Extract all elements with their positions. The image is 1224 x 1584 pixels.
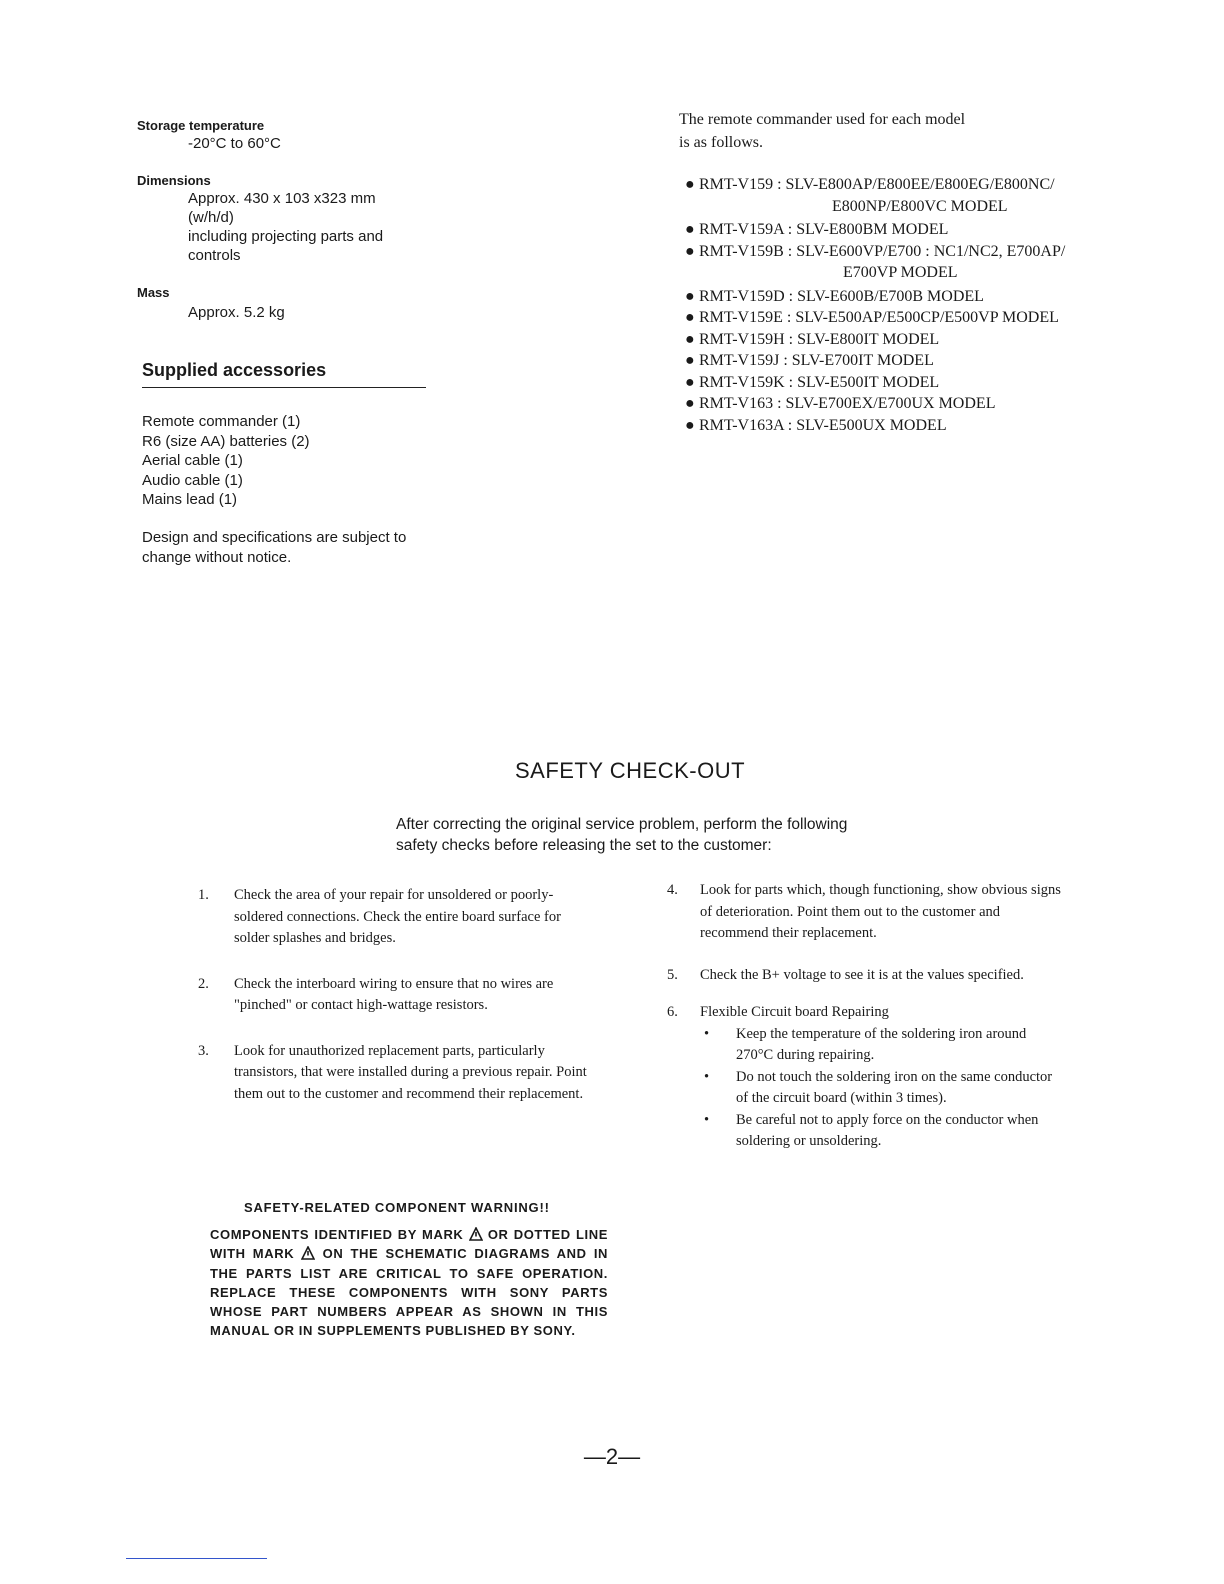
flex-subitem (700, 1024, 1067, 1067)
warning-triangle-icon (469, 1227, 483, 1241)
storage-temperature-value: -20°C to 60°C (188, 135, 281, 152)
check-item (667, 880, 1067, 945)
bullet-icon: ● (685, 309, 695, 326)
check-number: 1. (198, 887, 209, 903)
remote-models: SLV-E600VP/E700 : NC1/NC2, E700AP/ (796, 242, 1066, 260)
remote-models: SLV-E500AP/E500CP/E500VP MODEL (795, 309, 1059, 326)
remote-code: RMT-V159K : (699, 373, 794, 391)
remote-intro-line: is as follows. (679, 134, 763, 151)
accessory-item: Aerial cable (1) (142, 452, 243, 469)
warning-text: ON THE SCHEMATIC DIAGRAMS AND IN THE PARTS LIST ARE CRITICAL TO SAFE OPERATION. REPLACE THESE COMPONENTS WITH SONY PARTS WHOSE PART NUMBERS APPEAR AS SHOWN IN THIS MANUAL OR IN SUPPLEMENTS PUBLISHED BY SONY. (210, 1246, 609, 1339)
check-text: Look for unauthorized replacement parts, particularly transistors, that were installed during a previous repair. Point them out to the customer and recommend their replacement. (234, 1042, 587, 1102)
check-number: 5. (667, 966, 678, 983)
checks-left-column (198, 885, 598, 1105)
remote-code: RMT-V159B : (699, 242, 793, 260)
dimensions-line: (w/h/d) (188, 209, 234, 226)
warning-title: SAFETY-RELATED COMPONENT WARNING!! (244, 1200, 550, 1215)
safety-title: SAFETY CHECK-OUT (514, 758, 746, 783)
check-item (667, 965, 1067, 987)
bullet-icon: • (704, 1025, 710, 1042)
remote-models: SLV-E600B/E700B MODEL (797, 287, 984, 305)
remote-code: RMT-V159J : (699, 352, 788, 369)
notice-line: change without notice. (142, 548, 292, 566)
dimensions-line: Approx. 430 x 103 x323 mm (188, 190, 376, 207)
bullet-icon: ● (685, 395, 695, 412)
accessory-item: Remote commander (1) (142, 413, 301, 430)
flex-subitem-text: Keep the temperature of the soldering iron around 270°C during repairing. (736, 1025, 1027, 1063)
check-text: Check the B+ voltage to see it is at the values specified. (700, 966, 1024, 983)
flex-subitem-text: Be careful not to apply force on the conductor when soldering or unsoldering. (736, 1111, 1039, 1149)
check-text: Look for parts which, though functioning, show obvious signs of deterioration. Point them out to the customer and recommend their replacement. (700, 882, 1061, 941)
storage-temperature-label: Storage temperature (137, 118, 265, 133)
remote-item (685, 372, 1115, 394)
checks-right-column (667, 880, 1067, 1153)
specifications-notice (142, 528, 442, 567)
warning-text: COMPONENTS IDENTIFIED BY MARK (210, 1227, 464, 1242)
check-text: Flexible Circuit board Repairing (700, 1004, 889, 1020)
check-item (198, 885, 598, 950)
remote-item (685, 393, 1115, 415)
remote-item (685, 307, 1115, 329)
remote-item (685, 241, 1115, 284)
bullet-icon: • (704, 1111, 710, 1128)
check-item (667, 1002, 1067, 1024)
bullet-icon: ● (685, 287, 695, 305)
flex-repair-subitems (667, 1024, 1067, 1153)
dimensions-line: including projecting parts and (188, 228, 384, 245)
remote-models-cont: E800NP/E800VC MODEL (832, 197, 1008, 215)
check-number: 4. (667, 882, 678, 898)
remote-code: RMT-V159H : (699, 330, 794, 348)
remote-code: RMT-V159A : (699, 221, 793, 238)
remote-models: SLV-E700IT MODEL (791, 352, 934, 369)
warning-triangle-icon (301, 1246, 315, 1260)
flex-subitem-text: Do not touch the soldering iron on the same conductor of the circuit board (within 3 times). (736, 1068, 1053, 1106)
accessory-item: Audio cable (1) (142, 471, 243, 489)
dimensions-line: controls (188, 247, 241, 264)
accessory-item: R6 (size AA) batteries (2) (142, 432, 310, 450)
bullet-icon: ● (685, 416, 695, 434)
remote-code: RMT-V163A : (699, 416, 793, 434)
warning-text: OR DOTTED LINE WITH MARK (210, 1227, 608, 1262)
remote-models: SLV-E800BM MODEL (796, 221, 949, 238)
page-number: —2— (583, 1444, 641, 1469)
remote-code: RMT-V159E : (699, 309, 792, 326)
safety-intro (396, 814, 956, 856)
remote-models: SLV-E700EX/E700UX MODEL (785, 395, 996, 412)
remote-list (685, 174, 1115, 436)
accessories-heading: Supplied accessories (142, 360, 327, 380)
bullet-icon: ● (685, 352, 695, 369)
check-number: 2. (198, 975, 209, 992)
remote-code: RMT-V159D : (699, 287, 794, 305)
check-text: Check the area of your repair for unsoldered or poorly-soldered connections. Check the entire board surface for solder splashes and bridges. (234, 887, 561, 946)
flex-subitem (700, 1067, 1067, 1110)
safety-intro-line: safety checks before releasing the set to the customer: (396, 837, 772, 854)
remote-item (685, 174, 1115, 217)
remote-models: SLV-E500UX MODEL (796, 416, 947, 434)
remote-models-cont: E700VP MODEL (843, 264, 958, 281)
mass-value: Approx. 5.2 kg (188, 304, 285, 321)
warning-body (210, 1225, 608, 1341)
bullet-icon: • (704, 1068, 710, 1085)
bullet-icon: ● (685, 221, 695, 238)
safety-intro-line: After correcting the original service problem, perform the following (396, 816, 848, 833)
check-text: Check the interboard wiring to ensure that no wires are "pinched" or contact high-wattage resistors. (234, 975, 554, 1013)
remote-models: SLV-E800IT MODEL (797, 330, 940, 348)
notice-line: Design and specifications are subject to (142, 529, 407, 546)
check-item (198, 974, 598, 1017)
remote-intro-line: The remote commander used for each model (679, 111, 966, 128)
check-number: 6. (667, 1004, 678, 1020)
remote-intro (679, 108, 1099, 154)
bullet-icon: ● (685, 242, 695, 260)
dimensions-value (137, 189, 437, 265)
accessories-divider (142, 387, 426, 388)
bullet-icon: ● (685, 176, 695, 193)
remote-item (685, 329, 1115, 351)
flex-subitem (700, 1110, 1067, 1153)
accessory-item: Mains lead (1) (142, 491, 238, 508)
remote-item (685, 415, 1115, 437)
remote-models: SLV-E500IT MODEL (797, 373, 940, 391)
bottom-edge-line (126, 1558, 267, 1559)
specifications-block (137, 118, 437, 322)
check-number: 3. (198, 1042, 209, 1059)
remote-code: RMT-V163 : (699, 395, 782, 412)
dimensions-label: Dimensions (137, 173, 211, 188)
accessories-list (142, 412, 442, 510)
remote-item (685, 219, 1115, 241)
remote-item (685, 350, 1115, 372)
bullet-icon: ● (685, 373, 695, 391)
bullet-icon: ● (685, 330, 695, 348)
remote-item (685, 286, 1115, 308)
remote-code: RMT-V159 : (699, 176, 782, 193)
remote-models: SLV-E800AP/E800EE/E800EG/E800NC/ (785, 176, 1055, 193)
check-item (198, 1041, 598, 1106)
mass-label: Mass (137, 285, 170, 300)
